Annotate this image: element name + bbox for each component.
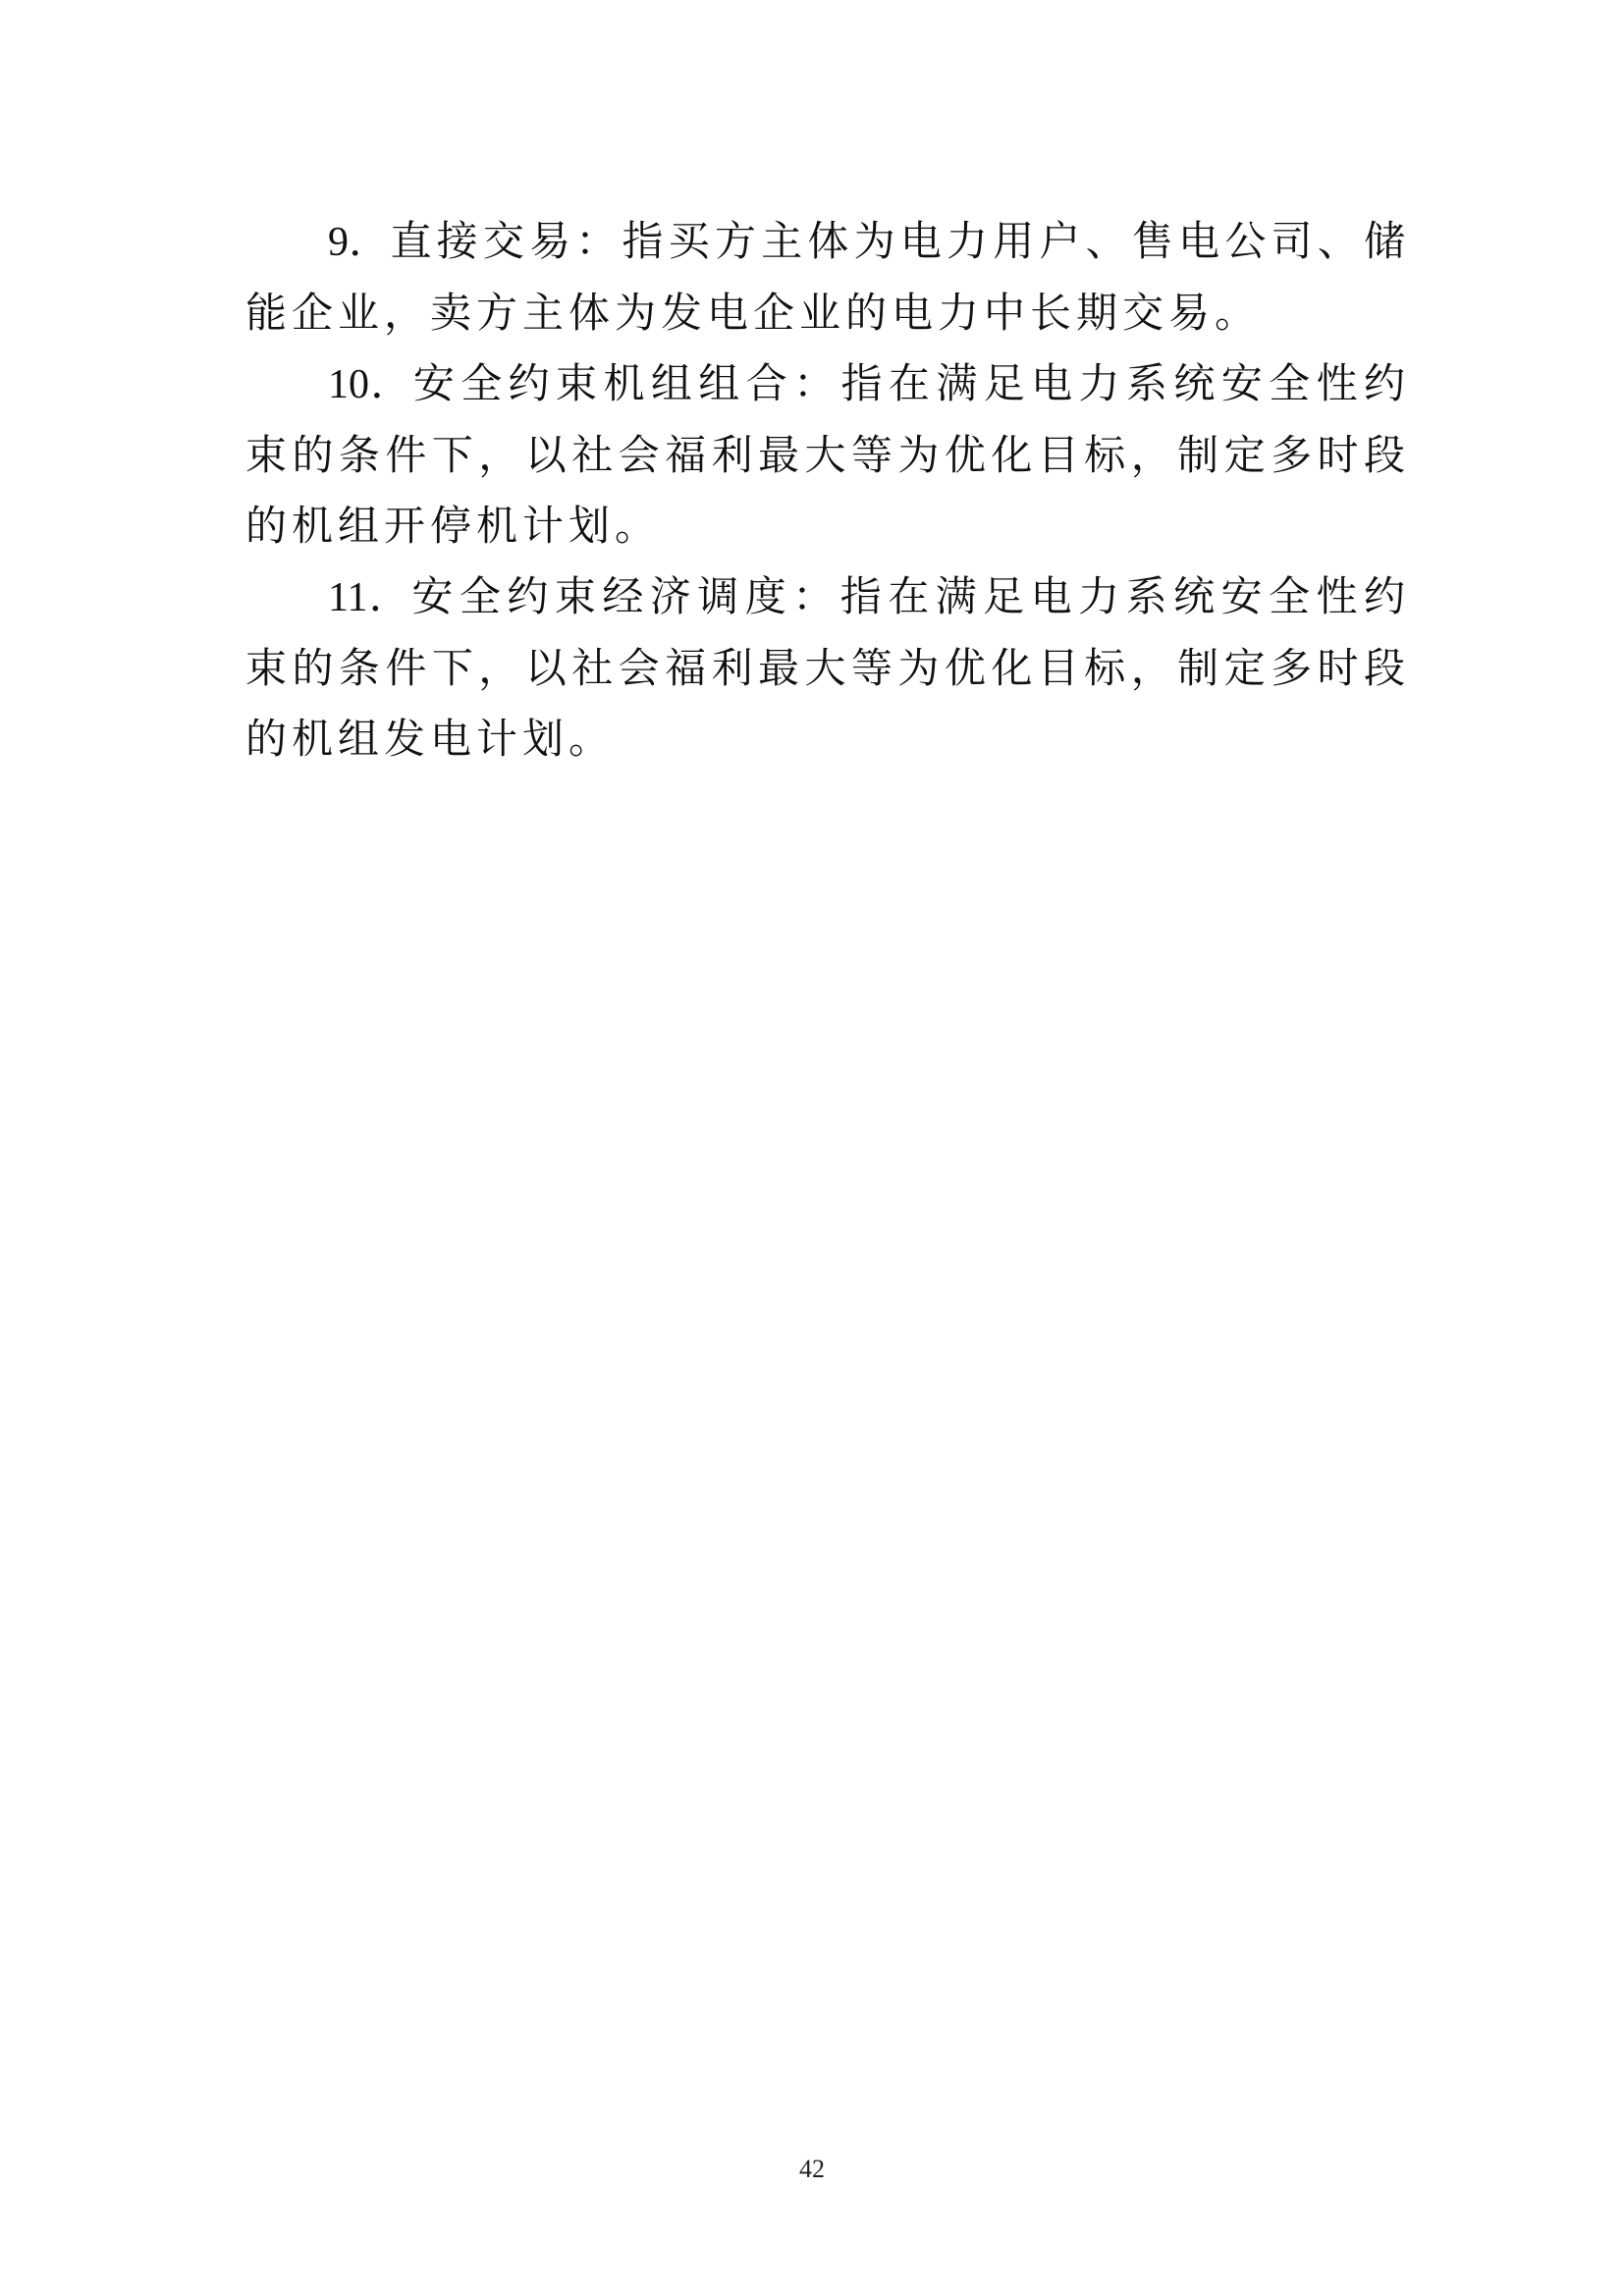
paragraph-number: 11． [328, 575, 412, 620]
paragraph-text: 直接交易：指买方主体为电力用户、售电公司、储能企业，卖方主体为发电企业的电力中长期交易。 [245, 217, 1410, 337]
paragraph-number: 10． [328, 362, 413, 407]
paragraph-number: 9． [328, 220, 391, 265]
paragraph-text: 安全约束经济调度：指在满足电力系统安全性约束的条件下，以社会福利最大等为优化目标，制定多时段的机组发电计划。 [245, 572, 1410, 763]
definition-paragraph-10 [245, 348, 1410, 561]
page-number: 42 [799, 2155, 825, 2183]
definition-paragraph-11 [245, 561, 1410, 774]
paragraph-text: 安全约束机组组合：指在满足电力系统安全性约束的条件下，以社会福利最大等为优化目标，制定多时段的机组开停机计划。 [245, 359, 1410, 550]
body-text [245, 206, 1410, 774]
definition-paragraph-9 [245, 206, 1410, 348]
